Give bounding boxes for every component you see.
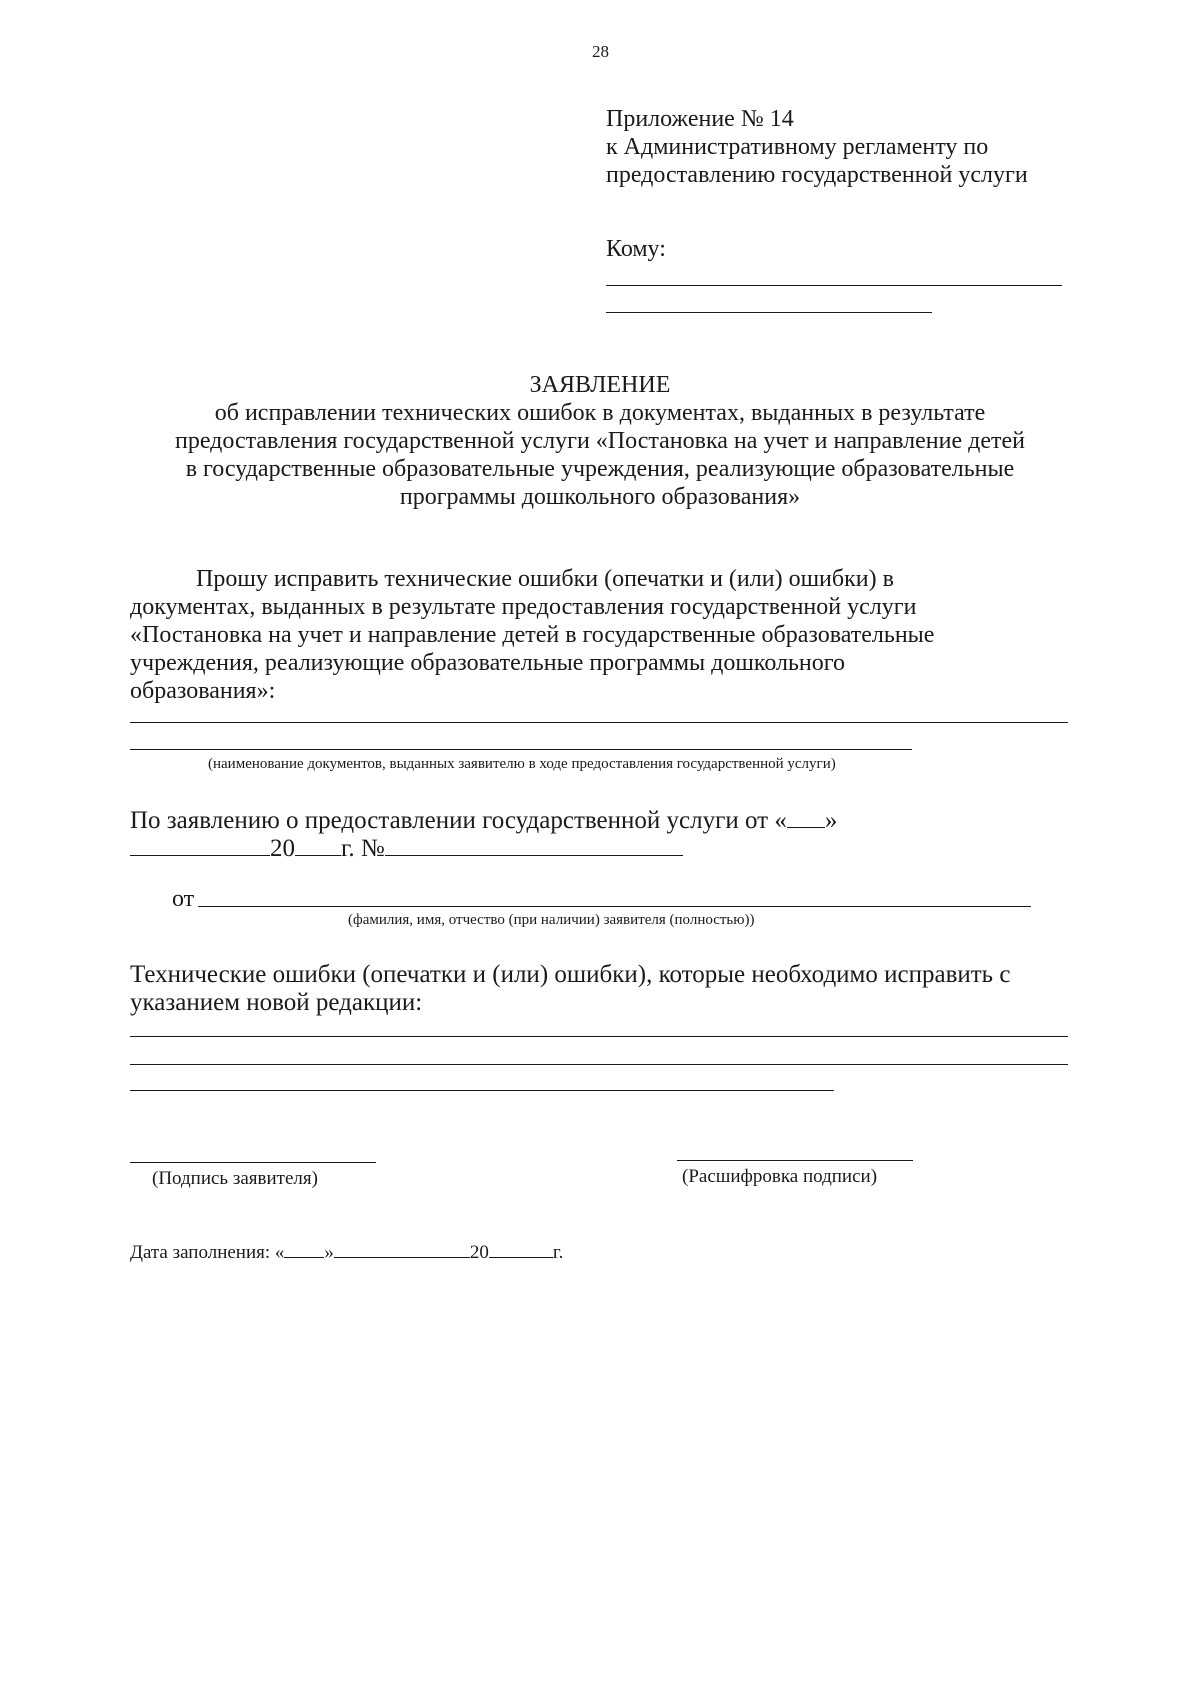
recipient-line-1[interactable]: [606, 285, 1062, 286]
documents-line-1[interactable]: [130, 722, 1068, 723]
application-number-label: г. №: [341, 835, 385, 862]
title-line-2: предоставления государственной услуги «Постановка на учет и направление детей: [174, 428, 1025, 454]
signature-decoding-line[interactable]: [677, 1160, 913, 1161]
errors-line-1: Технические ошибки (опечатки и (или) ошибки), которые необходимо исправить с: [130, 961, 1011, 988]
title-line-4: программы дошкольного образования»: [399, 484, 801, 510]
signature-decoding-caption: (Расшифровка подписи): [682, 1166, 878, 1187]
appendix-line-2: к Административному регламенту по: [606, 134, 989, 160]
errors-line-blank-2[interactable]: [130, 1064, 1068, 1065]
documents-line-2[interactable]: [130, 749, 912, 750]
page-number: 28: [592, 42, 609, 61]
request-line-1: Прошу исправить технические ошибки (опечатки и (или) ошибки) в: [196, 566, 894, 592]
application-year-field[interactable]: [295, 830, 341, 856]
applicant-from-label: от: [172, 886, 195, 912]
fill-date-year-field[interactable]: [489, 1238, 553, 1258]
application-ref-line-2: [130, 830, 683, 864]
fill-date-line: [130, 1238, 563, 1264]
fill-date-year-prefix: 20: [469, 1242, 489, 1263]
title-line-3: в государственные образовательные учреждения, реализующие образовательные: [185, 456, 1015, 482]
fill-date-month-field[interactable]: [334, 1238, 470, 1258]
errors-line-2: указанием новой редакции:: [130, 989, 423, 1016]
errors-line-blank-1[interactable]: [130, 1036, 1068, 1037]
applicant-name-line[interactable]: [198, 906, 1031, 907]
application-year-prefix: 20: [270, 835, 295, 862]
document-heading: ЗАЯВЛЕНИЕ: [529, 372, 671, 398]
recipient-label: Кому:: [606, 236, 666, 262]
request-line-3: «Постановка на учет и направление детей в государственные образовательные: [130, 622, 935, 648]
applicant-caption: (фамилия, имя, отчество (при наличии) заявителя (полностью)): [348, 912, 755, 928]
request-line-5: образования»:: [130, 678, 276, 704]
errors-line-blank-3[interactable]: [130, 1090, 834, 1091]
documents-caption: (наименование документов, выданных заявителю в ходе предоставления государственной услуги): [208, 756, 836, 772]
title-line-1: об исправлении технических ошибок в документах, выданных в результате: [214, 400, 986, 426]
appendix-line-3: предоставлению государственной услуги: [606, 162, 1028, 188]
applicant-signature-caption: (Подпись заявителя): [152, 1168, 318, 1189]
fill-date-year-suffix: г.: [552, 1242, 564, 1263]
request-line-4: учреждения, реализующие образовательные программы дошкольного: [130, 650, 846, 676]
fill-date-label: Дата заполнения: «: [130, 1242, 285, 1263]
application-number-field[interactable]: [385, 830, 683, 856]
application-ref-prefix: По заявлению о предоставлении государственной услуги от «: [130, 807, 787, 834]
applicant-signature-line[interactable]: [130, 1162, 376, 1163]
appendix-line-1: Приложение № 14: [606, 106, 794, 132]
application-month-field[interactable]: [130, 830, 270, 856]
fill-date-day-field[interactable]: [284, 1238, 324, 1258]
application-ref-suffix: »: [824, 807, 838, 834]
request-line-2: документах, выданных в результате предоставления государственной услуги: [130, 594, 917, 620]
application-day-field[interactable]: [787, 802, 825, 828]
recipient-line-2[interactable]: [606, 312, 932, 313]
fill-date-quote-close: »: [324, 1242, 334, 1263]
